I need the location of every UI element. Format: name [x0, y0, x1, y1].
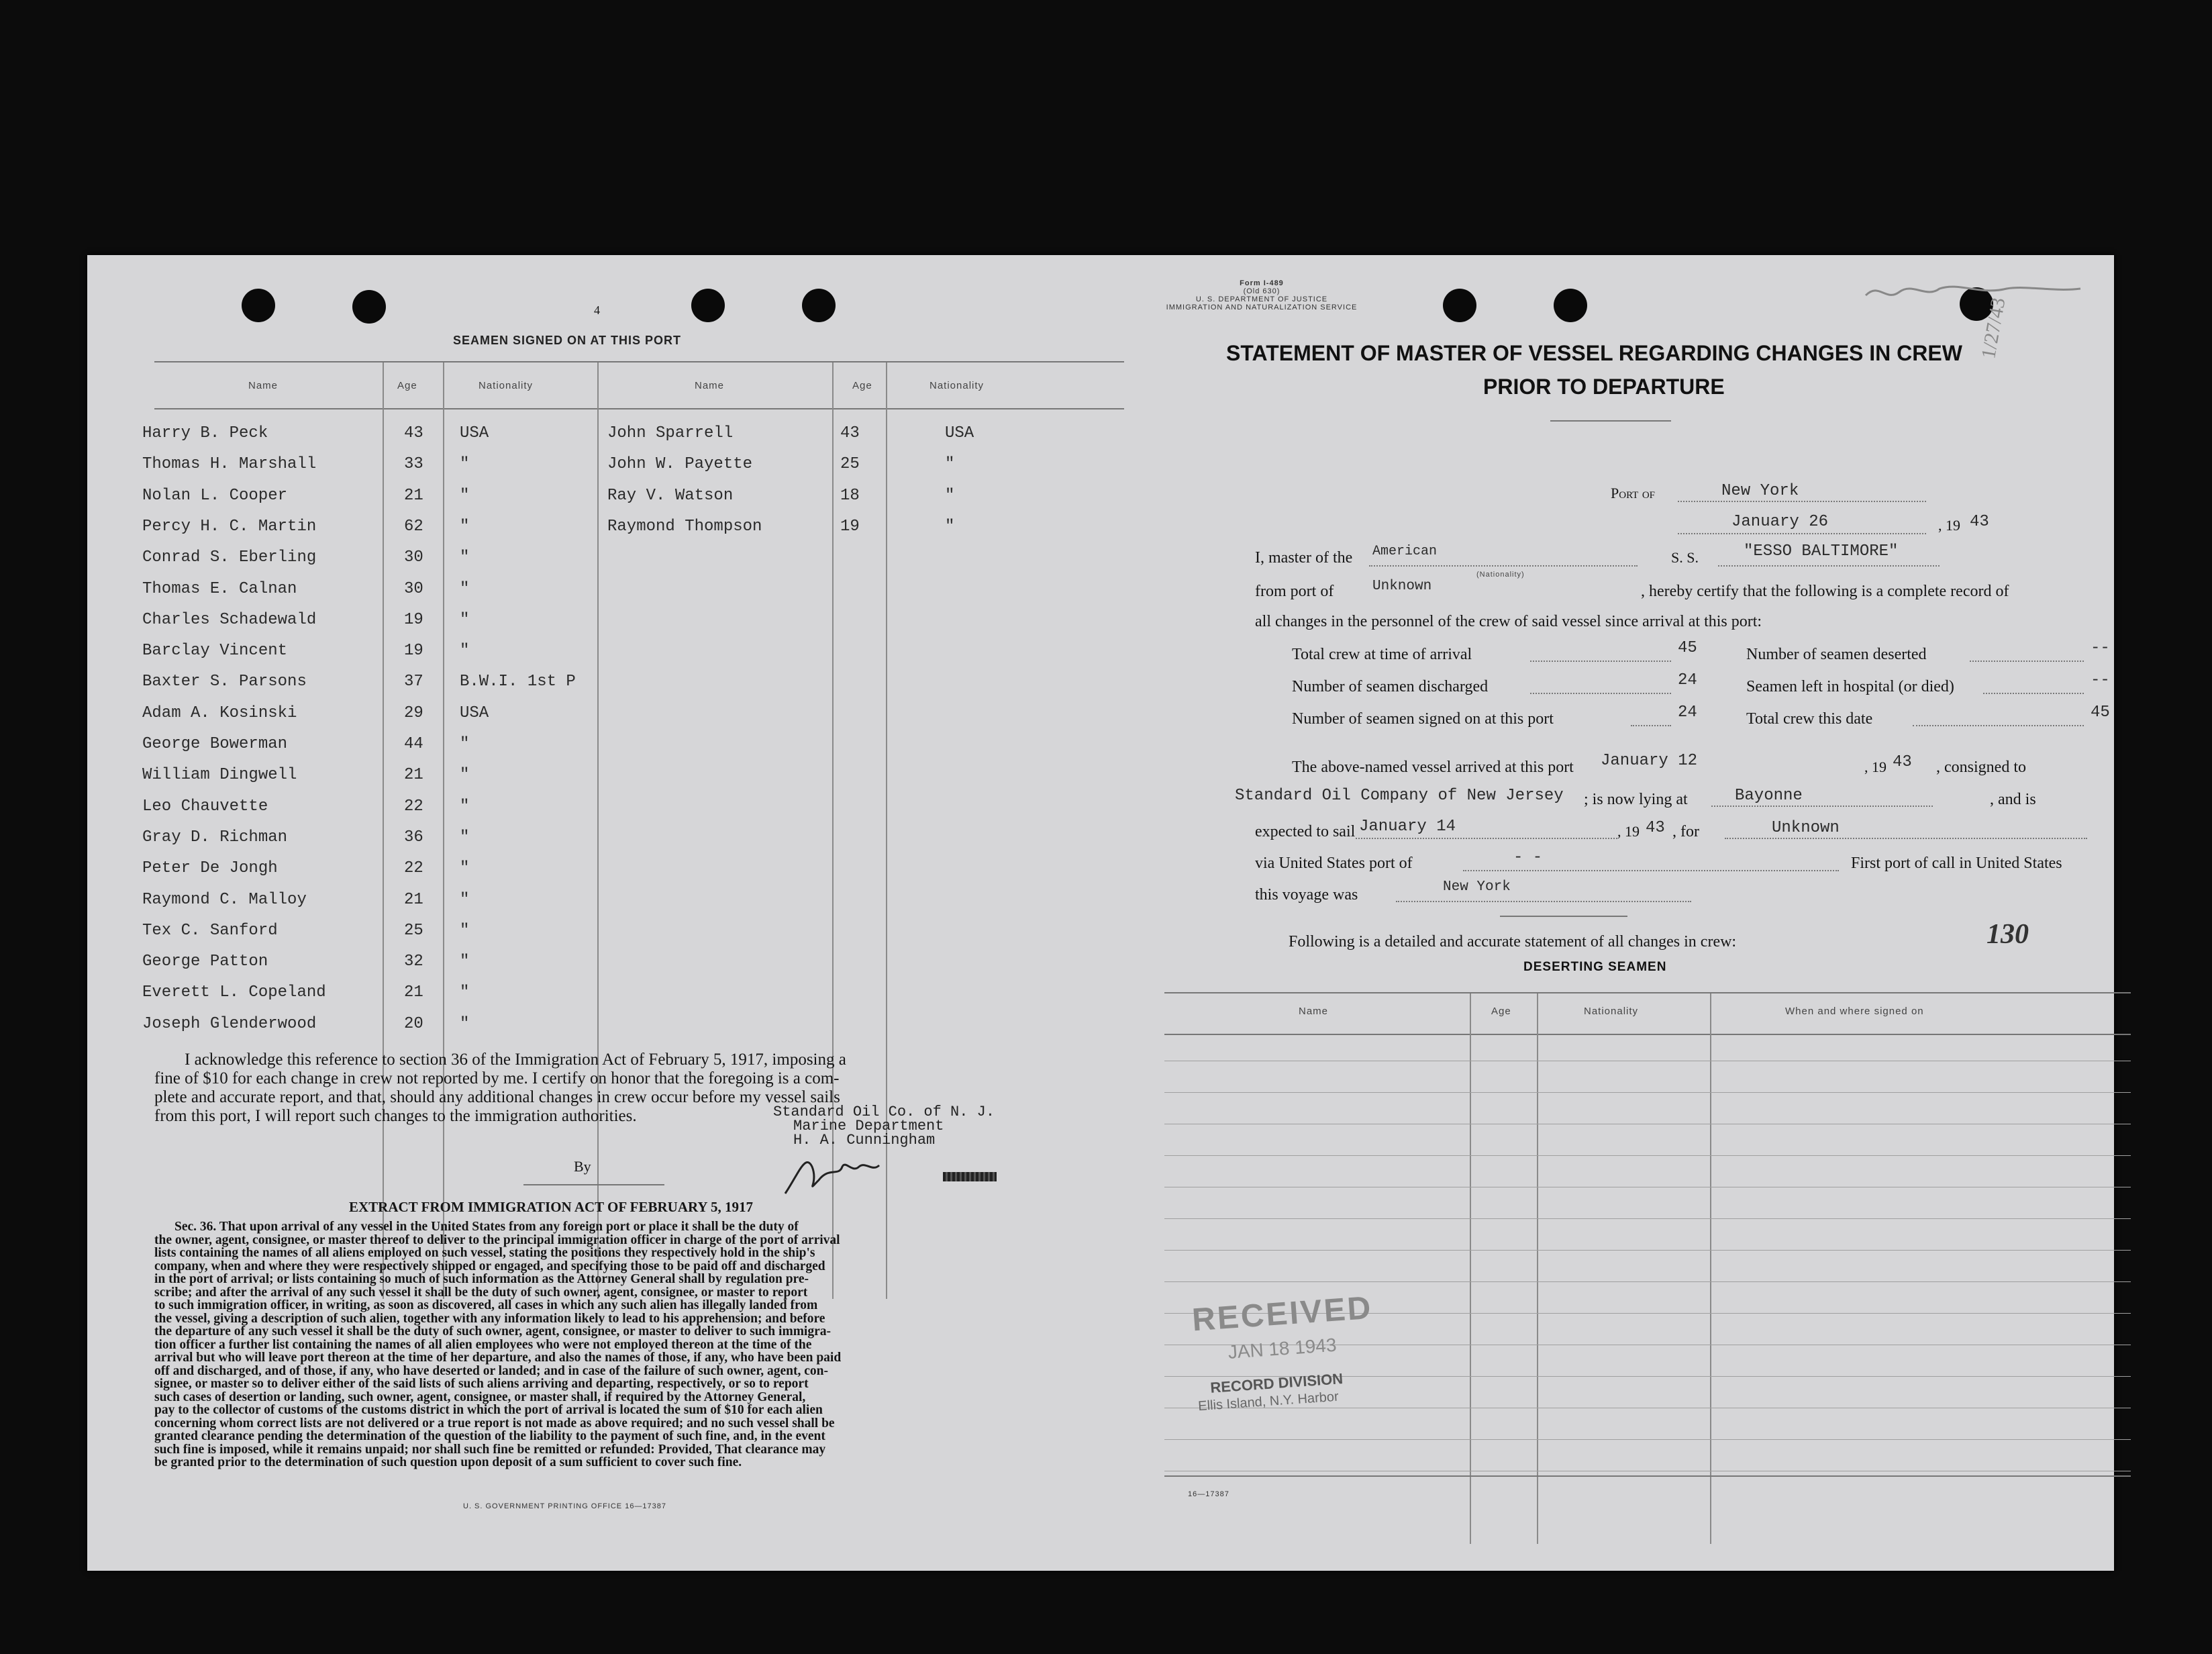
seaman-name: Baxter S. Parsons — [142, 673, 307, 691]
col-header-nationality: Nationality — [479, 380, 534, 391]
extract-line: off and discharged, and of those, if any, who have deserted or landed; and in case of the failure of such owner, agent, con- — [154, 1363, 828, 1378]
sail-underline — [1356, 838, 1617, 839]
following-text: Following is a detailed and accurate statement of all changes in crew: — [1289, 933, 1737, 951]
received-stamp-date: JAN 18 1943 — [1227, 1334, 1338, 1363]
arrived-label: The above-named vessel arrived at this port — [1292, 759, 1574, 776]
punch-hole — [802, 289, 836, 322]
seaman-age: 25 — [404, 921, 423, 940]
received-stamp-location: Ellis Island, N.Y. Harbor — [1197, 1389, 1340, 1414]
expected-label: expected to sail — [1255, 823, 1356, 840]
extract-line: granted clearance pending the determination of the question of the liability to the payment of such fine, and, in the event — [154, 1429, 825, 1443]
deserted-label: Number of seamen deserted — [1746, 646, 1927, 663]
seaman-name: Joseph Glenderwood — [142, 1014, 317, 1033]
received-stamp-division: RECORD DIVISION — [1209, 1370, 1344, 1396]
received-stamp-title: RECEIVED — [1191, 1290, 1374, 1339]
port-underline — [1678, 501, 1926, 502]
stat-leader — [1631, 725, 1671, 726]
table-top-rule — [1164, 992, 2131, 993]
from-port-value: Unknown — [1372, 579, 1432, 594]
left-page-title: SEAMEN SIGNED ON AT THIS PORT — [453, 334, 682, 347]
title-rule — [1550, 420, 1671, 422]
consignee: Standard Oil Company of New Jersey — [1235, 787, 1564, 805]
seaman-name: Conrad S. Eberling — [142, 548, 317, 567]
signed-on-count: 24 — [1678, 703, 1697, 722]
for-label: , for — [1672, 823, 1699, 840]
table-row-rule — [1164, 1281, 2131, 1282]
arrived-year-prefix: , 19 — [1864, 759, 1887, 775]
extract-line: such cases of desertion or landing, such owner, agent, consignee, or master shall, if required by the Attorney General, — [154, 1390, 806, 1404]
sail-year: 43 — [1646, 819, 1665, 837]
extract-title: EXTRACT FROM IMMIGRATION ACT OF FEBRUARY 5, 1917 — [349, 1199, 754, 1215]
header-rule — [154, 408, 1124, 409]
seaman-nationality: " — [460, 797, 470, 816]
master-label: I, master of the — [1255, 549, 1353, 567]
seaman-nationality: " — [460, 921, 470, 940]
nationality-caption: (Nationality) — [1476, 571, 1525, 579]
column-divider — [1537, 993, 1538, 1544]
ss-label: S. S. — [1671, 549, 1699, 566]
section-title: DESERTING SEAMEN — [1523, 960, 1667, 974]
seaman-age: 20 — [404, 1014, 423, 1033]
seaman-nationality: " — [460, 455, 470, 474]
seaman-name: Everett L. Copeland — [142, 983, 326, 1002]
left-page-footer: U. S. GOVERNMENT PRINTING OFFICE 16—17387 — [463, 1502, 667, 1510]
column-divider — [597, 362, 599, 1299]
service-name: IMMIGRATION AND NATURALIZATION SERVICE — [1166, 303, 1358, 311]
voyage-underline — [1396, 901, 1691, 902]
seaman-nationality: USA — [460, 424, 489, 442]
column-divider — [1710, 993, 1711, 1544]
stat-leader — [1970, 661, 2084, 662]
certify-text: , hereby certify that the following is a complete record of — [1641, 583, 2009, 600]
form-title-line1: STATEMENT OF MASTER OF VESSEL REGARDING CHANGES IN CREW — [1226, 341, 1962, 365]
seaman-name: Percy H. C. Martin — [142, 517, 317, 536]
report-date: January 26 — [1731, 513, 1829, 531]
seaman-nationality: " — [460, 828, 470, 846]
master-nationality: American — [1372, 544, 1438, 559]
stat-leader — [1530, 661, 1671, 662]
punch-hole — [1443, 289, 1476, 322]
seaman-name: Gray D. Richman — [142, 828, 288, 846]
extract-line: tion officer a further list containing the names of all alien employees who were not employed thereon at the time of the — [154, 1337, 812, 1352]
seaman-nationality: " — [460, 486, 470, 505]
report-year-prefix: , 19 — [1938, 517, 1960, 534]
seaman-name: George Bowerman — [142, 735, 288, 753]
seaman-nationality: " — [460, 953, 470, 971]
seaman-name: Harry B. Peck — [142, 424, 268, 442]
extract-line: lists containing the names of all aliens employed on such vessel, stating the positions they respectively hold in the ship's — [154, 1246, 815, 1260]
desert-header-when-where: When and where signed on — [1785, 1006, 1924, 1017]
desert-header-age: Age — [1491, 1006, 1511, 1017]
document-sheet — [87, 255, 2114, 1571]
certify-text-2: all changes in the personnel of the crew of said vessel since arrival at this port: — [1255, 613, 1762, 630]
sail-year-prefix: , 19 — [1617, 823, 1640, 840]
seaman-nationality: " — [460, 890, 470, 909]
table-row-rule — [1164, 1218, 2131, 1219]
seaman-age: 29 — [404, 703, 423, 722]
struck-out-mark — [943, 1172, 997, 1181]
punch-hole — [1554, 289, 1587, 322]
seaman-age: 43 — [404, 424, 423, 442]
extract-line: arrival but who will leave port thereon at the time of her departure, and also the names of those, if any, who have been paid — [154, 1351, 842, 1365]
port-value: New York — [1721, 482, 1799, 500]
vessel-name: "ESSO BALTIMORE" — [1744, 542, 1899, 561]
seaman-age: 21 — [404, 766, 423, 785]
vessel-underline — [1718, 565, 1940, 567]
seaman-nationality: " — [460, 735, 470, 753]
form-title-line2: PRIOR TO DEPARTURE — [1483, 375, 1725, 399]
table-row-rule — [1164, 1250, 2131, 1251]
seaman-age: 36 — [404, 828, 423, 846]
seaman-name: George Patton — [142, 953, 268, 971]
total-crew-arrival: 45 — [1678, 639, 1697, 657]
extract-line: be granted prior to the determination of such question upon deposit of a sum sufficient to cover such fine. — [154, 1455, 742, 1469]
seaman-name: John Sparrell — [607, 424, 734, 442]
right-page-footer: 16—17387 — [1188, 1490, 1229, 1498]
seaman-age: 21 — [404, 983, 423, 1002]
seaman-age: 33 — [404, 455, 423, 474]
corner-handwriting — [1852, 269, 2094, 362]
signature-line — [523, 1184, 664, 1185]
desert-header-name: Name — [1299, 1006, 1329, 1017]
column-divider — [1470, 993, 1471, 1544]
ack-line: from this port, I will report such changes to the immigration authorities. — [154, 1107, 637, 1125]
table-top-rule — [154, 361, 1124, 362]
page-number-handwritten: 130 — [1987, 919, 2029, 950]
by-label: By — [574, 1158, 591, 1175]
via-underline — [1463, 870, 1839, 871]
extract-line: scribe; and after the arrival of any such vessel it shall be the duty of such owner, agent, consignee, or master to report — [154, 1285, 808, 1300]
seaman-age: 22 — [404, 797, 423, 816]
seaman-nationality: USA — [460, 703, 489, 722]
discharged-count: 24 — [1678, 671, 1697, 689]
signed-on-label: Number of seamen signed on at this port — [1292, 710, 1554, 728]
seaman-age: 19 — [404, 610, 423, 629]
seaman-age: 22 — [404, 859, 423, 878]
seaman-nationality: " — [460, 859, 470, 878]
company-name: Standard Oil Co. of N. J. — [773, 1104, 995, 1120]
lying-underline — [1711, 806, 1933, 807]
col-header-nationality: Nationality — [929, 380, 985, 391]
seaman-name: Adam A. Kosinski — [142, 703, 297, 722]
consigned-label: , consigned to — [1936, 759, 2026, 776]
ack-line: fine of $10 for each change in crew not reported by me. I certify on honor that the foregoing is a com- — [154, 1069, 840, 1087]
extract-line: to such immigration officer, in writing, as soon as discovered, all cases in which any such alien has illegally landed from — [154, 1298, 818, 1312]
stat-leader — [1983, 693, 2084, 694]
seaman-age: 25 — [840, 455, 860, 474]
hospital-count: -- — [2091, 671, 2110, 689]
nationality-underline — [1369, 565, 1638, 567]
seaman-name: John W. Payette — [607, 455, 753, 474]
column-divider — [383, 362, 384, 1299]
ack-line: plete and accurate report, and that, should any additional changes in crew occur before my vessel sails — [154, 1088, 840, 1106]
sail-date: January 14 — [1359, 818, 1456, 836]
stat-leader — [1530, 693, 1671, 694]
extract-line: such fine is imposed, while it remains unpaid; nor shall such fine be remitted or refunded: Provided, That clearance may — [154, 1442, 826, 1457]
form-number: Form I-489 — [1240, 279, 1284, 287]
seaman-name: Leo Chauvette — [142, 797, 268, 816]
seaman-nationality: " — [460, 983, 470, 1002]
destination: Unknown — [1772, 819, 1840, 837]
col-header-age: Age — [852, 380, 872, 391]
seaman-age: 19 — [840, 517, 860, 536]
seaman-nationality: " — [945, 486, 955, 505]
seaman-nationality: " — [460, 1014, 470, 1033]
seaman-age: 44 — [404, 735, 423, 753]
extract-line: concerning whom correct lists are not delivered or a true report is not made as above required; and no such vessel shall be — [154, 1416, 835, 1430]
extract-line: signee, or master so to deliver either of the said lists of such aliens arriving and departing, respectively, or so to report — [154, 1377, 809, 1391]
extract-line: in the port of arrival; or lists containing so much of such information as the Attorney General shall by regulation pre- — [154, 1272, 809, 1286]
first-port-label: First port of call in United States — [1851, 855, 2062, 872]
seaman-name: Nolan L. Cooper — [142, 486, 288, 505]
seaman-name: Charles Schadewald — [142, 610, 317, 629]
seaman-name: Barclay Vincent — [142, 642, 288, 661]
table-row-rule — [1164, 1092, 2131, 1093]
table-row-rule — [1164, 1155, 2131, 1156]
destination-underline — [1725, 838, 2087, 839]
seaman-name: Peter De Jongh — [142, 859, 278, 878]
voyage-label: this voyage was — [1255, 886, 1358, 904]
seaman-nationality: " — [460, 766, 470, 785]
department-name: U. S. DEPARTMENT OF JUSTICE — [1195, 295, 1328, 303]
company-stamp — [773, 1105, 995, 1147]
seaman-name: Ray V. Watson — [607, 486, 734, 505]
and-is-label: , and is — [1990, 791, 2036, 808]
seaman-age: 43 — [840, 424, 860, 442]
acknowledgement-paragraph — [154, 1051, 846, 1126]
short-rule — [1500, 916, 1627, 917]
punch-hole — [691, 289, 725, 322]
corner-date-note: 1/27/43 — [1977, 295, 2010, 360]
seaman-age: 32 — [404, 953, 423, 971]
ack-line: I acknowledge this reference to section 36 of the Immigration Act of February 5, 1917, imposing a — [185, 1051, 846, 1069]
date-underline — [1678, 533, 1926, 534]
hospital-label: Seamen left in hospital (or died) — [1746, 678, 1954, 695]
signature-scrawl — [778, 1147, 899, 1200]
col-header-name: Name — [695, 380, 725, 391]
seaman-name: Tex C. Sanford — [142, 921, 278, 940]
seaman-age: 37 — [404, 673, 423, 691]
seaman-nationality: B.W.I. 1st P — [460, 673, 576, 691]
desert-header-nationality: Nationality — [1584, 1006, 1639, 1017]
col-header-age: Age — [397, 380, 417, 391]
total-crew-arrival-label: Total crew at time of arrival — [1292, 646, 1472, 663]
extract-line: the owner, agent, consignee, or master thereof to deliver to the principal immigration officer in charge of the port of arrival — [154, 1232, 840, 1247]
voyage-value: New York — [1443, 879, 1511, 895]
seaman-nationality: USA — [945, 424, 974, 442]
form-header — [1161, 279, 1362, 311]
lying-at: Bayonne — [1735, 787, 1803, 805]
arrived-date: January 12 — [1601, 752, 1698, 770]
punch-hole — [242, 289, 275, 322]
seaman-age: 30 — [404, 579, 423, 598]
seaman-nationality: " — [460, 610, 470, 629]
seaman-name: Raymond C. Malloy — [142, 890, 307, 909]
seaman-age: 21 — [404, 486, 423, 505]
seaman-name: Thomas H. Marshall — [142, 455, 317, 474]
via-value: - - — [1513, 848, 1543, 867]
seaman-nationality: " — [460, 579, 470, 598]
extract-line: the vessel, giving a description of such alien, together with any information likely to lead to his apprehension; and before — [154, 1311, 825, 1326]
header-rule — [1164, 1034, 2131, 1035]
page-number: 4 — [594, 303, 600, 317]
seaman-nationality: " — [945, 517, 955, 536]
seaman-age: 30 — [404, 548, 423, 567]
seaman-name: Raymond Thompson — [607, 517, 762, 536]
total-crew-date: 45 — [2091, 703, 2110, 722]
table-row-rule — [1164, 1439, 2131, 1440]
seaman-age: 62 — [404, 517, 423, 536]
deserted-count: -- — [2091, 639, 2110, 657]
punch-hole — [352, 290, 386, 324]
from-port-label: from port of — [1255, 583, 1334, 600]
via-label: via United States port of — [1255, 855, 1413, 872]
extract-line: company, when and where they were respectively shipped or engaged, and specifying those to be paid off and discharged — [154, 1259, 825, 1273]
seaman-nationality: " — [945, 455, 955, 474]
seaman-nationality: " — [460, 642, 470, 661]
seaman-age: 18 — [840, 486, 860, 505]
seaman-name: William Dingwell — [142, 766, 297, 785]
company-department: Marine Department — [793, 1118, 944, 1134]
stat-leader — [1913, 725, 2084, 726]
seaman-nationality: " — [460, 548, 470, 567]
arrived-year: 43 — [1893, 753, 1912, 771]
extract-line: pay to the collector of customs of the customs district in which the port of arrival is located the sum of $10 for each alien — [154, 1403, 823, 1417]
col-header-name: Name — [248, 380, 279, 391]
report-year: 43 — [1970, 513, 1989, 531]
extract-line: the departure of any such vessel it shall be the duty of such owner, agent, consignee, or master to deliver to such immigra- — [154, 1324, 832, 1339]
company-officer: H. A. Cunningham — [793, 1132, 936, 1149]
extract-line: Sec. 36. That upon arrival of any vessel in the United States from any foreign port or place it shall be the duty of — [174, 1220, 799, 1234]
seaman-name: Thomas E. Calnan — [142, 579, 297, 598]
bottom-rule — [1164, 1475, 2131, 1477]
form-old-number: (Old 630) — [1243, 287, 1280, 295]
seaman-age: 21 — [404, 890, 423, 909]
lying-label: ; is now lying at — [1584, 791, 1688, 808]
discharged-label: Number of seamen discharged — [1292, 678, 1489, 695]
seaman-age: 19 — [404, 642, 423, 661]
seaman-nationality: " — [460, 517, 470, 536]
received-stamp — [1191, 1290, 1378, 1414]
port-label: Port of — [1611, 485, 1656, 501]
total-crew-date-label: Total crew this date — [1746, 710, 1873, 728]
column-divider — [443, 362, 444, 1299]
extract-text — [154, 1220, 841, 1469]
